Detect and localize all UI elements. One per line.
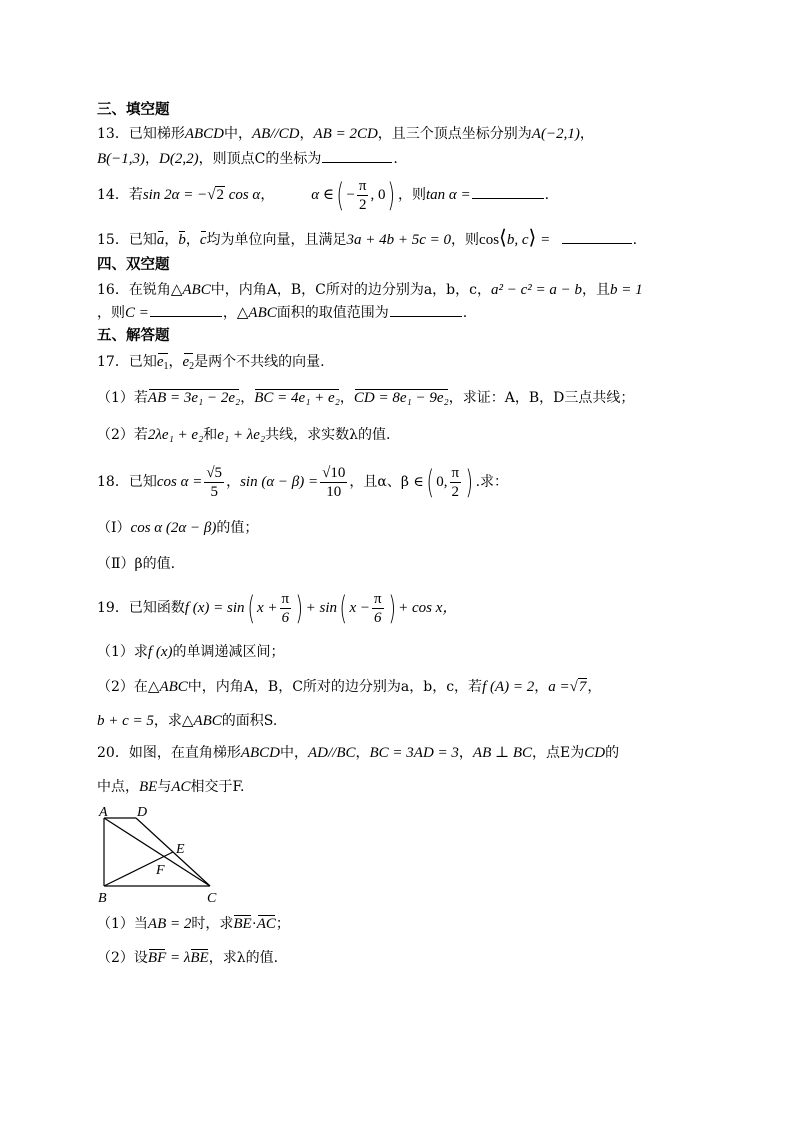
question-18-part2: （Ⅱ）β的值. bbox=[97, 556, 176, 572]
question-20-part1: （1）当AB = 2时，求BE·AC； bbox=[97, 916, 290, 932]
fraction-pi-over-6: $\frac{\pi}{6}$ bbox=[374, 590, 382, 626]
question-20-part2: （2）设BF = λBE，求λ的值. bbox=[97, 950, 279, 966]
section-heading-fill-in: 三、填空题 bbox=[97, 102, 170, 118]
fraction-pi-over-2: $\frac{\pi}{2}$ bbox=[358, 177, 367, 213]
fraction-root5-over-5: $\frac{√5}{5}$ bbox=[206, 464, 223, 500]
question-19-stem: 19．已知函数f (x) = sin( x + $\frac{\pi}{6}$ ) + sin( x − $\frac{\pi}{6}$ ) + cos x， bbox=[97, 589, 458, 627]
vector-e1: $e_1$ bbox=[157, 352, 169, 377]
question-13-line2: B(−1,3)，D(2,2)，则顶点C的坐标为 . bbox=[97, 148, 398, 169]
question-18-part1: （Ⅰ）cos α (2α − β)的值； bbox=[97, 520, 259, 536]
answer-blank[interactable] bbox=[562, 229, 632, 244]
answer-blank[interactable] bbox=[472, 184, 544, 199]
question-20-line2: 中点，BE与AC相交于F. bbox=[97, 779, 245, 795]
label-E: E bbox=[176, 842, 185, 857]
question-17-stem: 17．已知$e_1$，$e_2$是两个不共线的向量. bbox=[97, 352, 325, 377]
answer-blank-2[interactable] bbox=[390, 302, 462, 317]
question-19-part2-cont: b + c = 5，求△ABC的面积S. bbox=[97, 713, 278, 729]
answer-blank-1[interactable] bbox=[150, 302, 222, 317]
question-14: 14．若sin 2α = −√2 cos α， α ∈( − $\frac{\pi}{2}$ , 0) ，则tan α = . bbox=[97, 176, 550, 214]
vector-e2: $e_2$ bbox=[183, 352, 195, 377]
question-20-line1: 20．如图，在直角梯形ABCD中，AD//BC，BC = 3AD = 3，AB ⊥ BC，点E为CD的 bbox=[97, 745, 620, 761]
label-D: D bbox=[137, 805, 148, 820]
question-19-part2: （2）在△ABC中，内角A，B，C所对的边分别为a，b，c，若f (A) = 2，a =√7， bbox=[97, 679, 602, 695]
fraction-root10-over-10: $\frac{√10}{10}$ bbox=[322, 464, 346, 500]
label-A: A bbox=[99, 805, 108, 820]
question-16-line1: 16．在锐角△ABC中，内角A，B，C所对的边分别为a，b，c，a² − c² = a − b，且b = 1 bbox=[97, 282, 643, 298]
fraction-pi-over-6: $\frac{\pi}{6}$ bbox=[281, 590, 290, 626]
trapezoid-figure bbox=[90, 804, 230, 908]
section-heading-double-blank: 四、双空题 bbox=[97, 257, 170, 273]
question-18-stem: 18．已知cos α = $\frac{√5}{5}$ ，sin (α − β) = $\frac{√10}{10}$ ，且α、β ∈( 0, $\frac{\pi}{2}$ ) .求： bbox=[97, 463, 509, 501]
question-17-part2: （2）若2λe₁ + e₂和e₁ + λe₂共线，求实数λ的值. bbox=[97, 427, 391, 443]
label-B: B bbox=[98, 891, 107, 906]
question-16-line2: ，则C = ，△ABC面积的取值范围为 . bbox=[97, 302, 467, 323]
question-15: 15．已知a，b，c均为单位向量，且满足3a + 4b + 5c = 0，则cos⟨b, c⟩ = . bbox=[97, 227, 638, 249]
question-13-line1: 13．已知梯形ABCD中，AB//CD，AB = 2CD，且三个顶点坐标分别为A(−2,1)， bbox=[97, 126, 594, 142]
label-C: C bbox=[207, 891, 217, 906]
answer-blank[interactable] bbox=[322, 148, 392, 163]
section-heading-answer: 五、解答题 bbox=[97, 328, 170, 344]
fraction-pi-over-2: $\frac{\pi}{2}$ bbox=[451, 464, 460, 500]
question-17-part1: （1）若AB = 3e₁ − 2e₂，BC = 4e₁ + e₂，CD = 8e₁ − 9e₂，求证：A，B，D三点共线； bbox=[97, 390, 635, 406]
question-19-part1: （1）求f (x)的单调递减区间； bbox=[97, 644, 285, 660]
label-F: F bbox=[156, 863, 165, 878]
